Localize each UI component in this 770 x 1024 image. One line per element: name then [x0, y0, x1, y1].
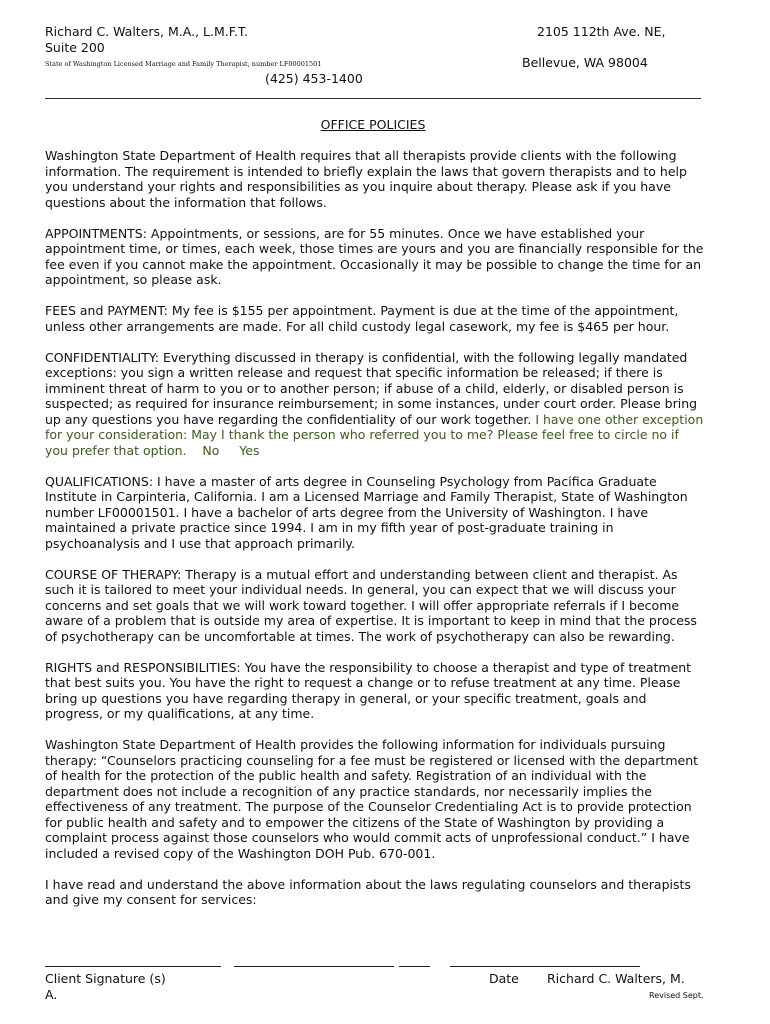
rights-paragraph: RIGHTS and RESPONSIBILITIES: You have the responsibility to choose a therapist and type of treatment that best suits you. You have the right to request a change or to refuse treatment at any time. Please bring up questions you have regarding therapy in general, or your specific treatment, goals and progress, or my qualifications, at any time. — [45, 659, 692, 721]
date-line[interactable] — [399, 966, 430, 967]
header-divider — [45, 98, 701, 99]
consent-paragraph: I have read and understand the above information about the laws regulating counselors and therapists and give my consent for services: — [45, 876, 691, 907]
fees-paragraph: FEES and PAYMENT: My fee is $155 per appointment. Payment is due at the time of the appointment, unless other arrangements are made. For all child custody legal casework, my fee is $465 per hour. — [45, 303, 679, 334]
course-paragraph: COURSE OF THERAPY: Therapy is a mutual effort and understanding between client and therapist. As such it is tailored to meet your individual needs. In general, you can expect that we will discuss your concerns and set goals that we will work toward together. I will offer appropriate referrals if I become aware of a problem that is outside my area of expertise. It is important to keep in mind that the process of psychotherapy can be uncomfortable at times. The work of psychotherapy can also be rewarding. — [45, 566, 697, 644]
therapist-name: Richard C. Walters, M.A., L.M.F.T. — [45, 24, 248, 39]
qualifications-paragraph: QUALIFICATIONS: I have a master of arts degree in Counseling Psychology from Pacifica Graduate Institute in Carpinteria, California. I am a Licensed Marriage and Family Therapist, State of Washington number LF00001501. I have a bachelor of arts degree from the University of Washington. I have maintained a private practice since 1994. I am in my fifth year of post-graduate training in psychoanalysis and I use that approach primarily. — [45, 473, 688, 551]
referral-question: I have one other exception for your consideration: May I thank the person who referred you to me? Please feel free to circle no if you prefer that option. — [45, 411, 704, 458]
therapist-signature-line[interactable] — [450, 966, 640, 967]
confidentiality-text: CONFIDENTIALITY: Everything discussed in therapy is confidential, with the following legally mandated exceptions: you sign a written release and request that specific information be released; if there is imminent threat of harm to you or to another person; if abuse of a child, elderly, or disabled person is suspected; as required for insurance reimbursement; in some instances, under court order. Please bring up any questions you have regarding the confidentiality of our work together. — [45, 349, 698, 427]
choice-yes[interactable]: Yes — [239, 442, 260, 458]
revised-note: Revised Sept. — [649, 991, 704, 1000]
therapist-signature-label: Richard C. Walters, M. — [547, 971, 685, 986]
license-line: State of Washington Licensed Marriage and Family Therapist, number LF00001501 — [45, 60, 322, 68]
client-signature-line[interactable] — [45, 966, 221, 967]
therapist-signature-label-cont: A. — [45, 987, 58, 1002]
date-label: Date — [489, 971, 519, 986]
policy-body — [45, 148, 705, 923]
street-address: 2105 112th Ave. NE, — [537, 24, 666, 39]
confidentiality-paragraph — [45, 350, 705, 459]
appointments-paragraph: APPOINTMENTS: Appointments, or sessions, are for 55 minutes. Once we have established your appointment time, or times, each week, those times are yours and you are financially responsible for the fee even if you cannot make the appointment. Occasionally it may be possible to change the time for an appointment, so please ask. — [45, 225, 704, 287]
client-signature-line-2[interactable] — [234, 966, 394, 967]
city-address: Bellevue, WA 98004 — [522, 55, 648, 70]
suite-number: Suite 200 — [45, 40, 105, 55]
choice-no[interactable]: No — [202, 442, 220, 458]
doh-paragraph: Washington State Department of Health provides the following information for individuals pursuing therapy: “Counselors practicing counseling for a fee must be registered or licensed with the department of health for the protection of the public health and safety. Registration of an individual with the department does not include a recognition of any practice standards, nor necessarily implies the effectiveness of any treatment. The purpose of the Counselor Credentialing Act is to provide protection for public health and safety and to empower the citizens of the State of Washington by providing a complaint process against those counselors who would commit acts of unprofessional conduct.” I have included a revised copy of the Washington DOH Pub. 670-001. — [45, 737, 699, 861]
phone-number: (425) 453-1400 — [265, 71, 363, 86]
client-signature-label: Client Signature (s) — [45, 971, 166, 986]
page-title: OFFICE POLICIES — [320, 117, 426, 132]
intro-paragraph: Washington State Department of Health requires that all therapists provide clients with the following information. The requirement is intended to briefly explain the laws that govern therapists and to help you understand your rights and responsibilities as you inquire about therapy. Please ask if you have questions about the information that follows. — [45, 148, 687, 210]
